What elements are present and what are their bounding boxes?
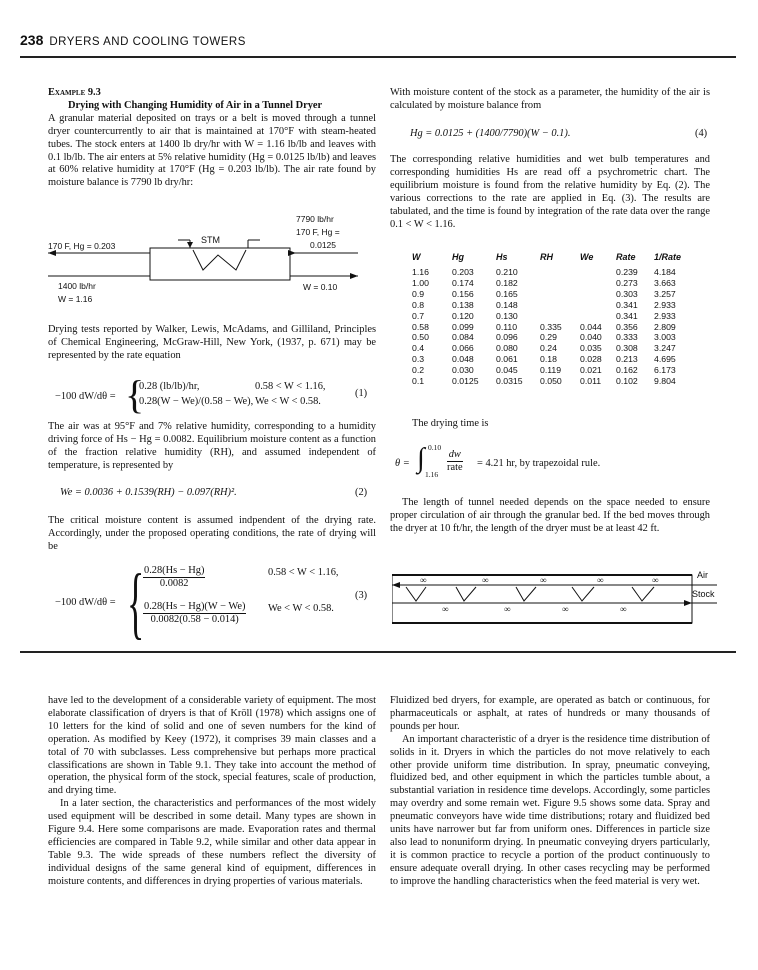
table-cell: 4.184 [654,267,676,277]
tunnel-schematic-lines [48,210,378,310]
tests-text: Drying tests reported by Walker, Lewis, McAdams, and Gilliland, Principles of Chemical Engineering, McGraw-Hill, New York, (1937, p. 671) may be represented by the rate equation [48,324,376,361]
example-right-intro [390,87,710,113]
table-cell: 0.8 [412,299,425,310]
table-cell: 0.099 [452,321,474,332]
table-cell [580,278,616,289]
tunnel-paragraph [390,497,710,536]
body-left-p2: In a later section, the characteristics and performances of the most widely used equipment will be described in some detail. Many types are shown in Figure 9.4. Here some comparisons are made. Evaporation rates and thermal efficiencies are compared in Table 9.2, while similar and other data appear in Table 9.3. The wide spreads of these numbers reflect the diversity of individual designs of the same general kind of equipment, differences in moisture contents, and differences in drying properties of various materials. [48,798,376,887]
table-cell [540,300,580,311]
integral-lhs: θ = [395,458,410,469]
example-right-text2 [390,154,710,231]
eq4-number: (4) [695,128,708,139]
table-cell: 0.9 [412,288,425,299]
table-cell: 0.239 [616,267,638,277]
table-cell: 1.00 [412,277,429,288]
example-label: Example 9.3 [48,87,101,98]
example-left-top [48,87,376,190]
integral-num: dw [448,449,461,460]
body-left-p1: have led to the development of a considerable variety of equipment. The most elaborate classification of dryers is that of Kröll (1978) which assigns one of 10 letters for the kind of solid and one of seven numbers for the kind of operation. As modified by Keey (1972), it comprises 39 main classes and a total of 70 with subclasses. Less comprehensive but perhaps more practical classifications are shown in Table 9.1. They take into account the method of operation, the physical form of the stock, special features, scale of production, and drying time. [48,695,376,797]
table-cell: 4.695 [654,354,676,365]
table-cell: 0.028 [580,354,602,365]
stock-w-in-label: W = 1.16 [58,294,93,304]
table-row [412,278,690,289]
table-cell: 2.933 [654,310,676,321]
dryer-figure [392,563,722,633]
table-body [412,267,690,387]
eq3-number: (3) [355,590,368,601]
table-cell: 0.165 [496,288,518,299]
eq3-lhs: −100 dW/dθ = [55,597,116,608]
table-header-cell: 1/Rate [654,252,682,262]
table-cell: 2.933 [654,299,676,310]
eq1-line2: 0.28(W − We)/(0.58 − We), [139,396,254,407]
stock-in-label: 1400 lb/hr [58,281,96,291]
eq3-d1: 0.0082 [159,578,189,589]
table-row [412,289,690,300]
dryer-mark-9: ∞ [620,604,627,614]
table-cell [580,300,616,311]
eq3-brace: { [127,559,145,647]
table-cell: 0.210 [496,267,518,277]
table-cell: 0.102 [616,376,638,387]
table-header-cell: Rate [616,252,636,262]
table-cell: 0.333 [616,332,638,343]
table-cell: 3.003 [654,332,676,343]
table-cell: 6.173 [654,365,676,376]
eq3-n1: 0.28(Hs − Hg) [144,565,205,576]
table-cell: 0.3 [412,354,425,365]
dryer-figure-lines [392,563,722,633]
table-cell [540,267,580,278]
tunnel-text: The length of tunnel needed depends on the space needed to ensure proper circulation of air through the granular bed. If the bed moves through the dryer at 10 ft/hr, the length of the dryer must be at least 42 ft. [390,497,710,534]
table-cell: 0.308 [616,343,638,354]
table-cell: 3.663 [654,277,676,288]
dryer-mark-3: ∞ [540,575,547,585]
body-right-column [390,695,710,889]
table-cell: 0.110 [496,321,518,332]
equation-3 [55,559,375,653]
table-cell [540,278,580,289]
results-table [412,252,690,387]
eq1-number: (1) [355,388,368,399]
table-cell: 0.044 [580,321,602,332]
table-row [412,343,690,354]
example-title: Drying with Changing Humidity of Air in a Tunnel Dryer [68,99,323,111]
dryer-mark-7: ∞ [504,604,511,614]
table-header-cell: Hs [496,252,508,262]
table-cell: 3.257 [654,288,676,299]
table-cell: 0.0315 [496,376,523,387]
air-rate-label: 7790 lb/hr [296,214,334,224]
tests-paragraph [48,324,376,363]
body-right-p1: Fluidized bed dryers, for example, are operated as batch or continuous, for pharmaceuticals or asphalt, at rates of hundreds or many thousands of pounds per hour. [390,695,710,732]
table-cell [580,267,616,278]
dryer-mark-4: ∞ [597,575,604,585]
stm-label: STM [201,235,220,245]
table-row [412,354,690,365]
table-cell: 0.080 [496,343,518,354]
integral-lower: 1.16 [425,470,439,479]
eq3-n2: 0.28(Hs − Hg)(W − We) [144,601,246,612]
equation-4: Hg = 0.0125 + (1400/7790)(W − 0.1). [410,128,571,139]
eq2-number: (2) [355,487,368,498]
eq1-brace: { [125,372,145,417]
table-cell: 0.045 [496,365,518,376]
table-header-cell: W [412,252,421,262]
eq3-c1: 0.58 < W < 1.16, [268,567,339,578]
table-cell: 0.203 [452,267,474,277]
stock-w-out-label: W = 0.10 [303,282,338,292]
table-cell [580,289,616,300]
example-end-rule [20,651,736,653]
integral-upper: 0.10 [428,443,442,452]
table-cell: 0.213 [616,354,638,365]
table-cell: 0.162 [616,365,638,376]
eq3-d2: 0.0082(0.58 − 0.014) [150,614,239,625]
table-cell: 0.356 [616,321,638,332]
table-cell: 0.58 [412,321,429,332]
example-intro: A granular material deposited on trays or a belt is moved through a tunnel dryer countercurrently to air that is maintained at 170°F with steam-heated tubes. The stock enters at 1400 lb dry/hr with W = 1.16 lb/lb and leaves with 0.1 lb/lb. The air enters at 5% relative humidity (Hg = 0.0125 lb/lb) and leaves at 60% relative humidity at 170°F (Hg = 0.203 lb/lb). The air rate found by moisture balance is 7790 lb dry/hr: [48,112,376,189]
table-header-cell: RH [540,252,553,262]
table-cell: 0.035 [580,343,602,354]
table-cell: 0.050 [540,376,562,387]
tunnel-schematic [48,210,378,310]
air-paragraph [48,421,376,473]
table-cell: 0.7 [412,310,425,321]
dryer-stock-label: Stock [692,589,715,599]
table-cell: 0.2 [412,365,425,376]
eq1-cond1: 0.58 < W < 1.16, [255,381,326,392]
eq1-line1: 0.28 (lb/lb)/hr, [139,381,200,392]
running-title: DRYERS AND COOLING TOWERS [49,36,246,48]
dryer-mark-2: ∞ [482,575,489,585]
drying-time-label: The drying time is [412,418,489,429]
table-cell: 0.138 [452,299,474,310]
table-cell: 0.096 [496,332,518,343]
page-header [20,32,246,50]
right-intro: With moisture content of the stock as a parameter, the humidity of the air is calculated by moisture balance from [390,87,710,111]
table-cell: 0.061 [496,354,518,365]
table-cell: 0.4 [412,343,425,354]
table-cell: 0.29 [540,332,557,343]
table-header-cell: Hg [452,252,464,262]
dryer-mark-5: ∞ [652,575,659,585]
table-cell: 0.156 [452,288,474,299]
table-row [412,365,690,376]
integral-frac [447,449,463,474]
eq3-frac1 [143,565,205,590]
table-cell: 3.247 [654,343,676,354]
dryer-mark-6: ∞ [442,604,449,614]
table-cell: 0.084 [452,332,474,343]
dryer-mark-8: ∞ [562,604,569,614]
table-row [412,376,690,387]
table-cell: 0.1 [412,376,425,387]
table-cell: 0.066 [452,343,474,354]
table-cell [540,289,580,300]
air-out-label: 170 F, Hg = 0.203 [48,241,116,251]
dryer-mark-1: ∞ [420,575,427,585]
table-cell: 9.804 [654,376,676,387]
critical-text: The critical moisture content is assumed indpendent of the drying rate. Accordingly, under the proposed operating conditions, the rate of drying will be [48,515,376,552]
table-cell: 0.030 [452,365,474,376]
table-cell: 0.048 [452,354,474,365]
table-row [412,267,690,278]
table-cell: 0.18 [540,354,557,365]
table-cell: 0.174 [452,277,474,288]
equation-2: We = 0.0036 + 0.1539(RH) − 0.097(RH)². [60,487,237,498]
table-cell: 0.040 [580,332,602,343]
eq3-frac2 [143,601,246,626]
integral-result: = 4.21 hr, by trapezoidal rule. [477,458,601,469]
table-cell: 0.011 [580,376,602,387]
eq1-lhs: −100 dW/dθ = [55,391,116,402]
table-cell: 0.130 [496,310,518,321]
table-cell: 0.273 [616,277,638,288]
table-header-cell: We [580,252,594,262]
eq3-c2: We < W < 0.58. [268,603,334,614]
table-cell: 0.120 [452,310,474,321]
table-cell: 0.182 [496,277,518,288]
table-cell [540,311,580,322]
air-in-label: 170 F, Hg = [296,227,340,237]
table-row [412,322,690,333]
table-cell: 0.341 [616,310,638,321]
table-header-row [412,252,690,267]
critical-paragraph [48,515,376,554]
air-in-value: 0.0125 [310,240,336,250]
header-rule [20,56,736,58]
eq1-cond2: We < W < 0.58. [255,396,321,407]
right-text2: The corresponding relative humidities and wet bulb temperatures and corresponding humidities Hs are read off a psychrometric chart. The equilibrium moisture is found from the relative humidity by Eq. (2). The various corrections to the rate are applied in Eq. (3). The results are tabulated, and the time is found by integration of the rate data over the range 0.1 < W < 1.16. [390,154,710,230]
table-cell: 0.50 [412,332,429,343]
dryer-air-label: Air [697,570,708,580]
results-table-wrap [412,252,690,387]
table-cell: 0.021 [580,365,602,376]
table-cell: 1.16 [412,267,429,277]
table-cell: 0.303 [616,288,638,299]
table-cell: 2.809 [654,321,676,332]
table-cell: 0.148 [496,299,518,310]
air-text: The air was at 95°F and 7% relative humidity, corresponding to a humidity driving force of Hs − Hg = 0.0082. Equilibrium moisture content as a function of the fraction relative humidity (RH), and assumed independent of temperature, is represented by [48,421,376,471]
table-cell: 0.119 [540,365,562,376]
integral-sign: ∫ [417,443,425,474]
table-cell: 0.24 [540,343,557,354]
body-right-p2: An important characteristic of a dryer is the residence time distribution of solids in it. Dryers in which the particles do not move relatively to each other provide uniform time distribution. In spray, pneumatic conveying, fluidized bed, and other equipment in which the particles tumble about, a substantial variation in residence time develops. Accordingly, some particles may overdry and some remain wet. Figure 9.5 shows some data. Spray and pneumatic conveyors have wide time distributions; rotary and fluidized bed units have narrower but far from uniform ones. Differences in particle size also lead to nonuniform drying. In pneumatic conveying dryers particularly, it is common practice to recycle a portion of the product continuously to ensure adequate overall drying. In other cases recycling may be performed to improve the handling characteristics when the feed material is very wet. [390,733,710,887]
body-left-column [48,695,376,889]
integral-equation [395,443,715,482]
table-cell: 0.335 [540,321,562,332]
table-cell: 0.0125 [452,376,479,387]
table-row [412,311,690,322]
table-cell [580,311,616,322]
page-number: 238 [20,32,44,48]
table-row [412,300,690,311]
table-row [412,332,690,343]
table-cell: 0.341 [616,299,638,310]
integral-den: rate [447,462,463,473]
